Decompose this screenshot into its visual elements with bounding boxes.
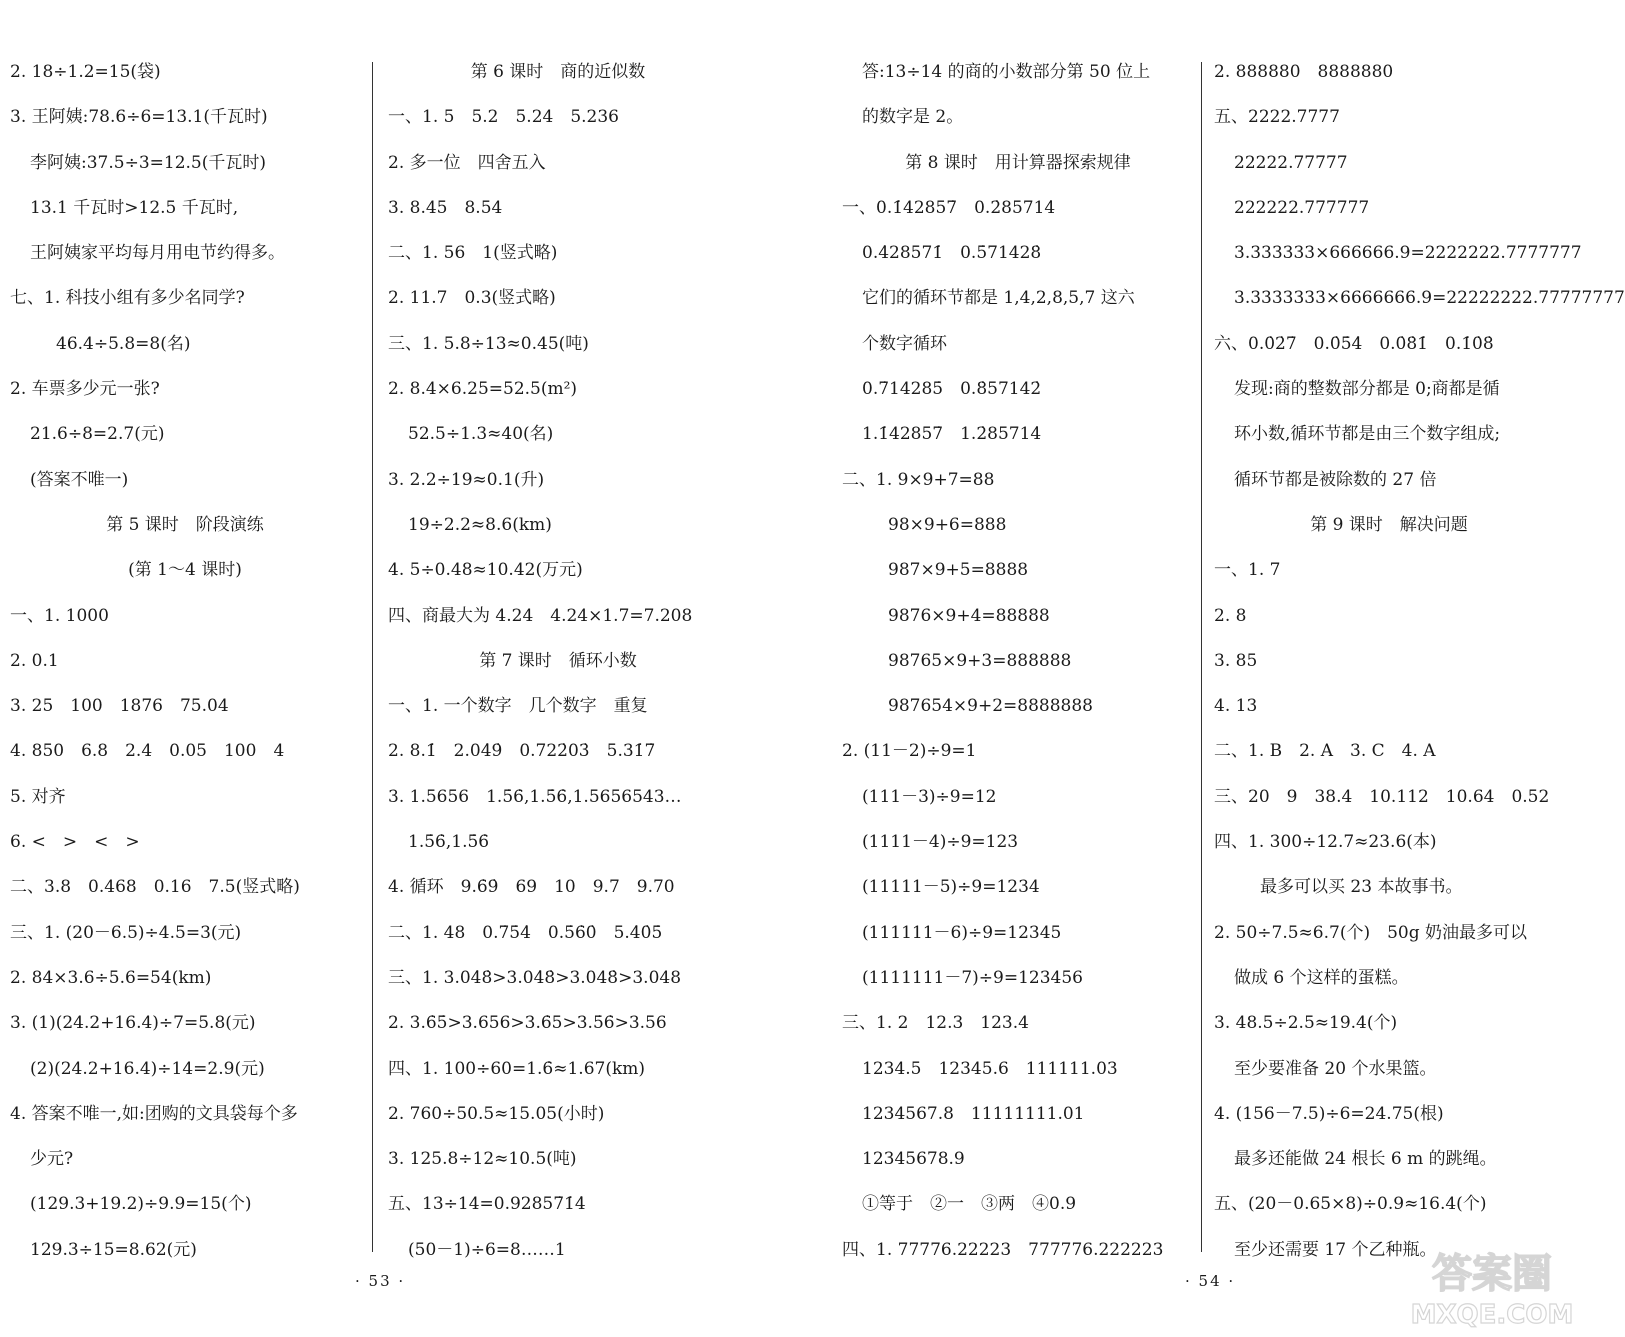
answer-line: 1.5̇6̇,1.5̇6̇ — [408, 832, 490, 853]
answer-line: 四、1. 100÷60=1.6̇≈1.67(km) — [388, 1058, 646, 1079]
answer-line: 3. 8.45 8.54 — [388, 197, 503, 218]
section-heading: 第 5 课时 阶段演练 — [106, 514, 264, 535]
answer-line: 2. 50÷7.5≈6.7(个) 50g 奶油最多可以 — [1214, 922, 1527, 943]
answer-line: 一、1. 1000 — [10, 605, 109, 626]
answer-line: 最多还能做 24 根长 6 m 的跳绳。 — [1234, 1149, 1497, 1170]
answer-line: 一、1. 一个数字 几个数字 重复 — [388, 696, 648, 717]
answer-line: (答案不唯一) — [30, 469, 129, 490]
answer-line: (11111－5)÷9=1234 — [862, 877, 1040, 898]
answer-line: 4. 850 6.8 2.4 0.05 100 4 — [10, 741, 285, 762]
answer-line: (111－3)÷9=12 — [862, 786, 997, 807]
answer-line: 一、0.1̇42857̇ 0.2̇85714̇ — [842, 197, 1056, 218]
column-4 — [1214, 50, 1625, 1273]
answer-line: (50－1)÷6=8……1 — [408, 1239, 566, 1260]
answer-line: 李阿姨:37.5÷3=12.5(千瓦时) — [30, 152, 266, 173]
answer-line: 2. 多一位 四舍五入 — [388, 152, 546, 173]
answer-line: 2. 18÷1.2=15(袋) — [10, 62, 161, 82]
answer-line: 4. 循环 9.6̇9̇ 69 10 9.7 9.70 — [388, 877, 675, 898]
column-3 — [842, 50, 1194, 1273]
section-heading: 第 8 课时 用计算器探索规律 — [905, 152, 1131, 173]
answer-line: 一、1. 7 — [1214, 560, 1281, 581]
answer-line: (129.3+19.2)÷9.9=15(个) — [30, 1194, 252, 1215]
answer-line: 发现:商的整数部分都是 0;商都是循 — [1234, 379, 1500, 400]
answer-line: 5. 对齐 — [10, 786, 66, 807]
answer-line: 3. 25 100 1876 75.04 — [10, 696, 229, 717]
answer-line: 3. 125.8÷12≈10.5(吨) — [388, 1149, 577, 1170]
answer-line: (2)(24.2+16.4)÷14=2.9(元) — [30, 1058, 265, 1079]
answer-line: 四、1. 77776.22223 777776.222223 — [842, 1239, 1164, 1260]
answer-line: 4. (156－7.5)÷6=24.75(根) — [1214, 1103, 1444, 1124]
answer-line: 至少还需要 17 个乙种瓶。 — [1234, 1239, 1437, 1260]
watermark-logo-icon — [1392, 1241, 1592, 1331]
answer-line: 52.5÷1.3≈40(名) — [408, 424, 554, 445]
answer-line: 987654×9+2=8888888 — [888, 696, 1093, 717]
answer-line: 二、1. 48 0.7̇5̇4̇ 0.5̇6̇0̇ 5.4̇0̇5̇ — [388, 922, 663, 943]
answer-line: 2. 车票多少元一张? — [10, 379, 160, 400]
answer-line: 六、0.0̇2̇7̇ 0.0̇5̇4̇ 0.0̇8̇1̇ 0.1̇0̇8̇ — [1214, 333, 1494, 354]
answer-line: 98765×9+3=888888 — [888, 650, 1072, 671]
answer-line: 3. 48.5÷2.5≈19.4(个) — [1214, 1013, 1398, 1034]
answer-line: 五、13÷14=0.92857̇1̇4̇ — [388, 1194, 586, 1215]
answer-line: 三、20 9 38.4 10.112 10.64 0.52 — [1214, 786, 1550, 807]
answer-line: 3. 85 — [1214, 650, 1258, 671]
column-divider — [372, 62, 373, 1252]
answer-line: 19÷2.2≈8.6(km) — [408, 514, 552, 535]
answer-line: 12345678.9 — [862, 1149, 965, 1170]
answer-line: 2. 888880 8888880 — [1214, 62, 1394, 82]
answer-line: 4. 答案不唯一,如:团购的文具袋每个多 — [10, 1103, 298, 1124]
answer-line: (111111－6)÷9=12345 — [862, 922, 1062, 943]
answer-line: 1234.5 12345.6 111111.03 — [862, 1058, 1118, 1079]
answer-line: 98×9+6=888 — [888, 514, 1007, 535]
answer-line: 2. 8.4×6.25=52.5(m²) — [388, 379, 578, 400]
section-heading: 第 9 课时 解决问题 — [1310, 514, 1468, 535]
section-heading: 第 6 课时 商的近似数 — [470, 62, 646, 82]
answer-line: 最多可以买 23 本故事书。 — [1260, 877, 1463, 898]
answer-line: 它们的循环节都是 1,4,2,8,5,7 这六 — [862, 288, 1135, 309]
answer-line: 个数字循环 — [862, 333, 947, 354]
answer-line: 3.3333333×6666666.9=22222222.77777777 — [1234, 288, 1625, 309]
section-heading: (第 1～4 课时) — [128, 560, 242, 581]
page-number: · 53 · — [355, 1272, 406, 1290]
answer-line: 6. < > < > — [10, 832, 140, 853]
answer-line: 二、1. 9×9+7=88 — [842, 469, 995, 490]
answer-line: 循环节都是被除数的 27 倍 — [1234, 469, 1437, 490]
answer-line: 至少要准备 20 个水果篮。 — [1234, 1058, 1437, 1079]
answer-line: 987×9+5=8888 — [888, 560, 1029, 581]
answer-line: 3.333333×666666.9=2222222.7777777 — [1234, 243, 1582, 264]
answer-line: 三、1. 3.04̇8̇>3.04̇8̇>3.048̇>3.048 — [388, 967, 682, 988]
answer-line: 222222.777777 — [1234, 197, 1370, 218]
answer-line: 2. 3.6̇5̇>3.656>3.6̇5>3.5̇6̇>3.56 — [388, 1013, 667, 1034]
answer-line: 四、1. 300÷12.7≈23.6(本) — [1214, 832, 1437, 853]
answer-line: 2. 11.7 0.3(竖式略) — [388, 288, 556, 309]
answer-line: 环小数,循环节都是由三个数字组成; — [1234, 424, 1501, 445]
answer-line: 1.1̇42857̇ 1.2̇85714̇ — [862, 424, 1042, 445]
answer-line: 0.4̇28571̇ 0.5̇71428̇ — [862, 243, 1042, 264]
answer-line: 答:13÷14 的商的小数部分第 50 位上 — [862, 62, 1151, 82]
page-number: · 54 · — [1185, 1272, 1236, 1290]
answer-line: 四、商最大为 4.24 4.24×1.7=7.208 — [388, 605, 693, 626]
answer-line: 129.3÷15=8.62(元) — [30, 1239, 197, 1260]
watermark-text: 答案圈 — [1432, 1251, 1552, 1297]
answer-line: 21.6÷8=2.7(元) — [30, 424, 165, 445]
page-53 — [0, 0, 800, 1337]
answer-line: 一、1. 5 5.2 5.24 5.236 — [388, 107, 619, 128]
answer-line: 1234567.8 11111111.01 — [862, 1103, 1085, 1124]
answer-line: 二、1. B 2. A 3. C 4. A — [1214, 741, 1436, 762]
answer-line: 3. (1)(24.2+16.4)÷7=5.8(元) — [10, 1013, 256, 1034]
watermark-subtext: MXQE.COM — [1410, 1300, 1574, 1330]
answer-line: 46.4÷5.8=8(名) — [56, 333, 191, 354]
answer-line: 少元? — [30, 1149, 74, 1170]
answer-line: 2. 84×3.6÷5.6=54(km) — [10, 967, 212, 988]
answer-line: 3. 王阿姨:78.6÷6=13.1(千瓦时) — [10, 107, 268, 128]
answer-line: 4. 13 — [1214, 696, 1258, 717]
answer-line: 做成 6 个这样的蛋糕。 — [1234, 967, 1409, 988]
answer-line: 0.7̇14285̇ 0.8̇57142̇ — [862, 379, 1042, 400]
answer-line: 22222.77777 — [1234, 152, 1348, 173]
answer-line: 3. 2.2÷19≈0.1(升) — [388, 469, 545, 490]
answer-line: 2. 0.1 — [10, 650, 59, 671]
answer-line: 三、1. 5.8÷13≈0.45(吨) — [388, 333, 589, 354]
answer-line: 的数字是 2。 — [862, 107, 964, 128]
answer-line: (1111111－7)÷9=123456 — [862, 967, 1083, 988]
page-54 — [810, 0, 1625, 1337]
answer-line: 2. (11－2)÷9=1 — [842, 741, 977, 762]
answer-line: 2. 8 — [1214, 605, 1247, 626]
answer-line: 三、1. (20－6.5)÷4.5=3(元) — [10, 922, 242, 943]
answer-line: 七、1. 科技小组有多少名同学? — [10, 288, 245, 309]
answer-line: 2. 760÷50.5≈15.05(小时) — [388, 1103, 605, 1124]
answer-line: 五、2222.7777 — [1214, 107, 1340, 128]
answer-line: 3. 1.5656 1.5̇6̇,1.5̇6̇,1.5656543… — [388, 786, 682, 807]
answer-line: 4. 5÷0.48≈10.42(万元) — [388, 560, 583, 581]
answer-line: 9876×9+4=88888 — [888, 605, 1050, 626]
section-heading: 第 7 课时 循环小数 — [479, 650, 637, 671]
answer-line: 五、(20－0.65×8)÷0.9≈16.4(个) — [1214, 1194, 1487, 1215]
answer-line: 二、3.8 0.468 0.16 7.5(竖式略) — [10, 877, 300, 898]
answer-line: 13.1 千瓦时>12.5 千瓦时, — [30, 197, 239, 218]
column-divider — [1201, 62, 1202, 1252]
answer-line: (1111－4)÷9=123 — [862, 832, 1019, 853]
answer-line: 二、1. 56 1(竖式略) — [388, 243, 558, 264]
column-1 — [10, 50, 360, 1273]
answer-line: 王阿姨家平均每月用电节约得多。 — [30, 243, 285, 264]
column-2 — [388, 50, 728, 1273]
answer-line: ①等于 ②一 ③两 ④0.9 — [862, 1194, 1077, 1215]
answer-line: 三、1. 2 12.3 123.4 — [842, 1013, 1029, 1034]
answer-line: 2. 8.1̇ 2.04̇9̇ 0.722̇03̇ 5.31̇7̇ — [388, 741, 656, 762]
